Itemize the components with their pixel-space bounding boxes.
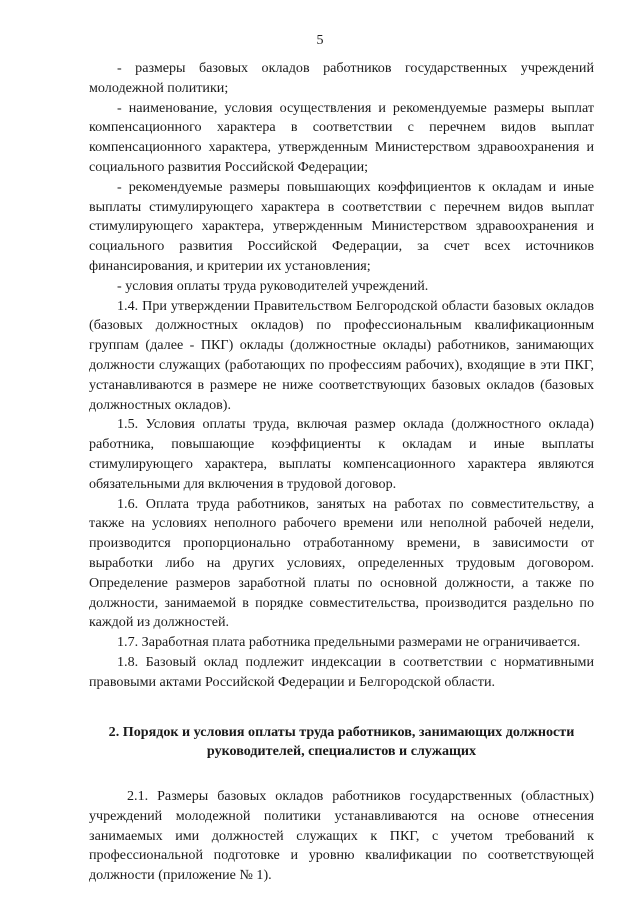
section-2-heading: 2. Порядок и условия оплаты труда работников, занимающих должности руководителей, специалистов и служащих xyxy=(108,723,575,760)
paragraph-1-5: 1.5. Условия оплаты труда, включая размер оклада (должностного оклада) работника, повышающие коэффициенты к окладам и иные выплаты стимулирующего характера, выплаты компенсационного характера являются обязательными для включения в трудовой договор. xyxy=(89,416,594,492)
paragraph-1-7: 1.7. Заработная плата работника предельными размерами не ограничивается. xyxy=(117,634,581,651)
paragraph-1-8: 1.8. Базовый оклад подлежит индексации в соответствии с нормативными правовыми актами Российской Федерации и Белгородской области. xyxy=(89,653,594,690)
page-number: 5 xyxy=(316,33,324,48)
list-item-incentive-coefficients: - рекомендуемые размеры повышающих коэффициентов к окладам и иные выплаты стимулирующего характера в соответствии с перечнем видов выплат стимулирующего характера, утвержденным Министерством здравоохранения и социального развития Российской Федерации, за счет всех источников финансирования, и критерии их установления; xyxy=(89,178,594,274)
list-item-base-salaries: - размеры базовых окладов работников государственных учреждений молодежной политики; xyxy=(89,60,594,96)
list-item-managers-pay: - условия оплаты труда руководителей учреждений. xyxy=(117,277,429,294)
paragraph-1-6: 1.6. Оплата труда работников, занятых на работах по совместительству, а также на условиях неполного рабочего времени или неполной рабочей недели, производится пропорционально отработанному времени, в зависимости от выработки либо на других условиях, определенных трудовым договором. Определение размеров заработной платы по основной должности, а также по должности, занимаемой в порядке совместительства, производится раздельно по каждой из должностей. xyxy=(89,495,594,631)
paragraph-1-4: 1.4. При утверждении Правительством Белгородской области базовых окладов (базовых должностных окладов) по профессиональным квалификационным группам (далее - ПКГ) оклады (должностные оклады) работников, занимающих должности служащих (работающих по профессиям рабочих), входящие в эти ПКГ, устанавливаются в размере не ниже соответствующих базовых окладов (базовых должностных окладов). xyxy=(89,297,594,413)
list-item-compensation-payments: - наименование, условия осуществления и рекомендуемые размеры выплат компенсационного характера в соответствии с перечнем видов выплат компенсационного характера, утвержденным Министерством здравоохранения и социального развития Российской Федерации; xyxy=(89,99,594,175)
paragraph-2-1: 2.1. Размеры базовых окладов работников государственных (областных) учреждений молодежной политики устанавливаются на основе отнесения занимаемых ими должностей служащих к ПКГ, с учетом требований к профессиональной подготовке и уровню квалификации по соответствующей должности (приложение № 1). xyxy=(89,788,594,884)
document-body xyxy=(89,59,594,886)
